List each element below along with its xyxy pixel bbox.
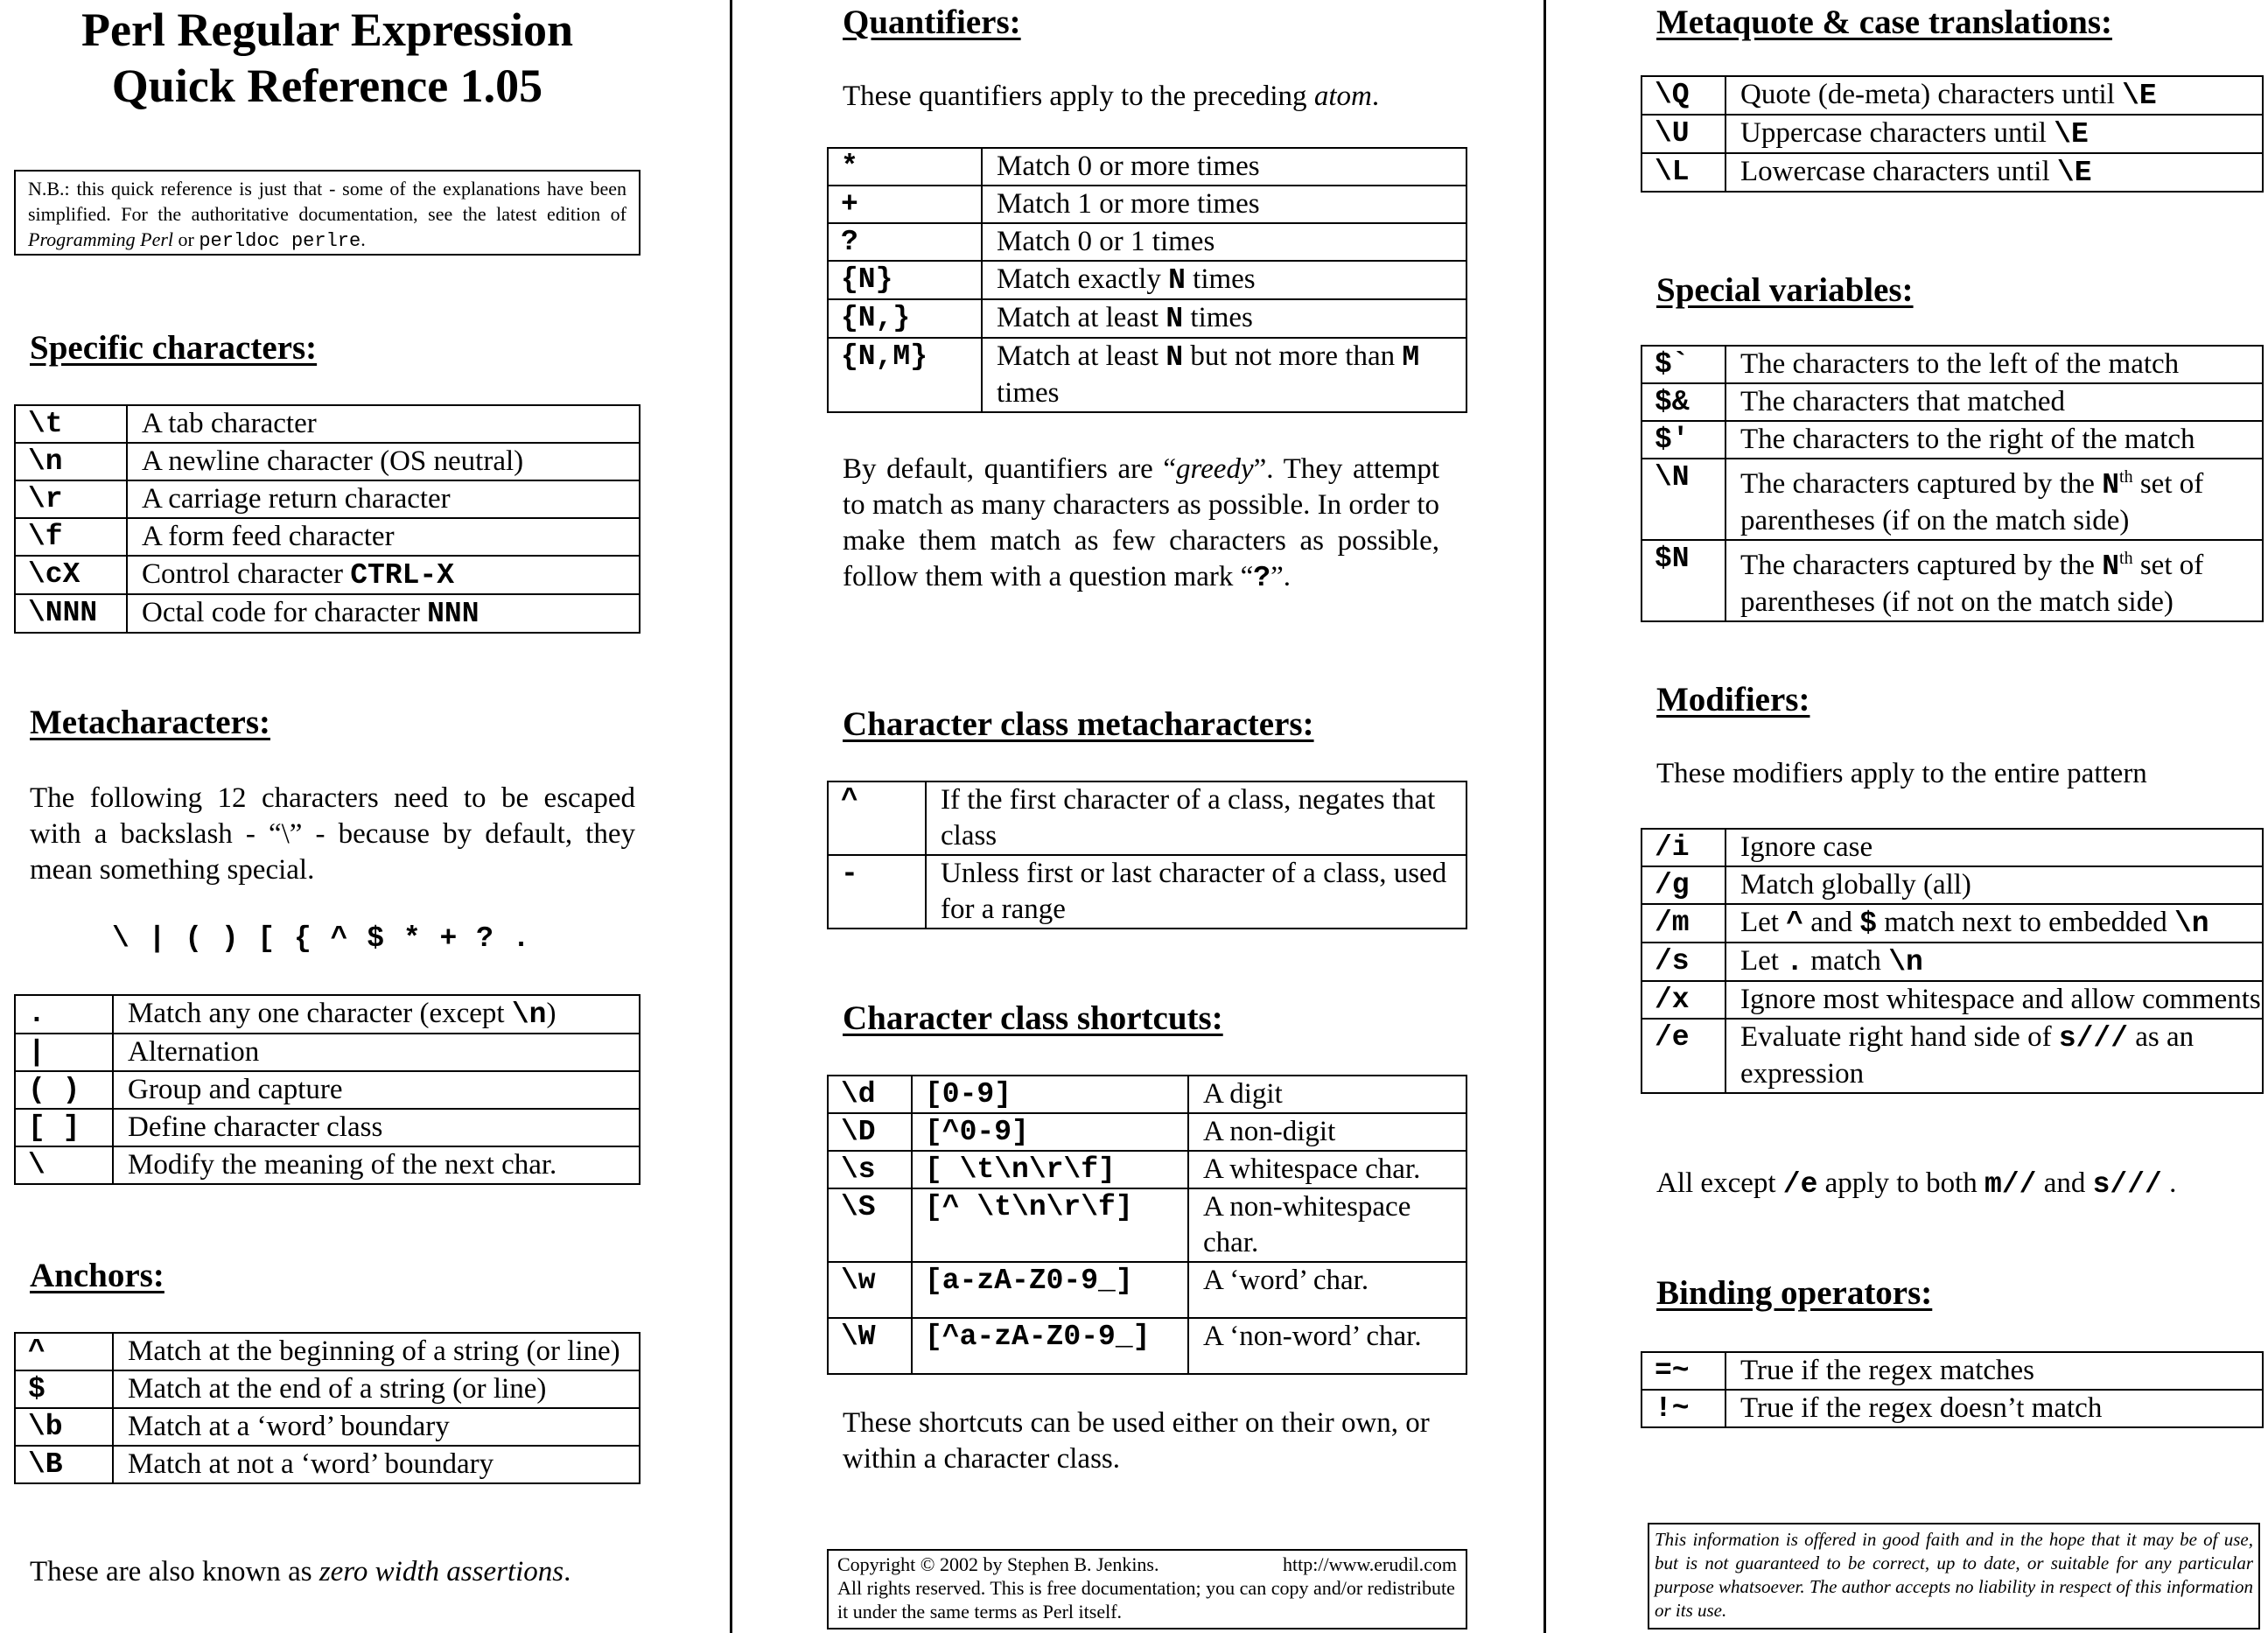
ccshort-table [827,1075,1467,1375]
specific-heading: Specific characters: [30,329,318,367]
binding-heading: Binding operators: [1656,1274,1933,1312]
table-row: \w [a-zA-Z0-9_] A ‘word’ char. [828,1262,1466,1318]
column-divider-right [1544,0,1546,1633]
table-row: ? Match 0 or 1 times [828,223,1466,261]
table-row: \n A newline character (OS neutral) [15,443,640,480]
anchors-heading: Anchors: [30,1257,164,1294]
table-row: {N,M} Match at least N but not more than M times [828,338,1466,412]
special-table [1641,345,2264,622]
note-box: N.B.: this quick reference is just that - some of the explanations have been simplified. For the authoritative documentation, see the latest edition of Programming Perl or perldoc perlre. [14,170,640,256]
table-row: \b Match at a ‘word’ boundary [15,1408,640,1446]
table-row: . Match any one character (except \n) [15,995,640,1034]
table-row: $` The characters to the left of the match [1642,346,2263,383]
page-title: Perl Regular Expression Quick Reference 1.05 [81,4,573,112]
table-row: /g Match globally (all) [1642,866,2263,904]
table-row: /s Let . match \n [1642,943,2263,981]
modifiers-footer: All except /e apply to both m// and s/// . [1656,1167,2177,1201]
table-row: $N The characters captured by the $N^{th}$ set of parentheses (if not on the match side) [1642,540,2263,621]
anchors-table [14,1332,640,1484]
table-row: \f A form feed character [15,518,640,556]
quant-heading: Quantifiers: [843,4,1021,41]
table-row: ^ If the first character of a class, negates that class [828,781,1466,855]
table-row: \N The characters captured by the $N^{th}$ set of parentheses (if on the match side) [1642,459,2263,540]
table-row: \t A tab character [15,405,640,443]
table-row: /m Let ^ and $ match next to embedded \n [1642,904,2263,943]
meta-table [14,994,640,1185]
anchors-footer: These are also known as zero width assertions. [30,1556,571,1587]
column-1 [14,0,640,1633]
binding-table [1641,1351,2264,1428]
ccshort-heading: Character class shortcuts: [843,999,1223,1037]
modifiers-heading: Modifiers: [1656,681,1810,718]
table-row: \L Lowercase characters until \E [1642,153,2263,192]
metaquote-table [1641,75,2264,193]
table-row: \ Modify the meaning of the next char. [15,1146,640,1184]
quant-table [827,147,1467,413]
table-row: \cX Control character CTRL-X [15,556,640,594]
table-row: \s [ \t\n\r\f] A whitespace char. [828,1151,1466,1188]
disclaimer-box: This information is offered in good faith and in the hope that it may be of use, but is not guaranteed to be correct, up to date, or suitable for any particular purpose whatsoever. The author accepts no liability in respect of this information or its use. [1648,1523,2260,1629]
table-row: $ Match at the end of a string (or line) [15,1370,640,1408]
special-heading: Special variables: [1656,271,1914,309]
specific-table [14,404,640,634]
table-row: /i Ignore case [1642,829,2263,866]
table-row: \U Uppercase characters until \E [1642,115,2263,153]
table-row: $& The characters that matched [1642,383,2263,421]
ccmeta-heading: Character class metacharacters: [843,705,1314,743]
table-row: {N,} Match at least N times [828,299,1466,338]
column-divider-left [730,0,732,1633]
table-row: \B Match at not a ‘word’ boundary [15,1446,640,1483]
quant-intro: These quantifiers apply to the preceding atom. [843,81,1380,112]
table-row: =~ True if the regex matches [1642,1352,2263,1390]
table-row: \D [^0-9] A non-digit [828,1113,1466,1151]
ccmeta-table [827,781,1467,929]
metaquote-heading: Metaquote & case translations: [1656,4,2112,41]
table-row: !~ True if the regex doesn’t match [1642,1390,2263,1427]
copyright-box: Copyright © 2002 by Stephen B. Jenkins. http://www.erudil.com All rights reserved. This is free documentation; you can copy and/or redistribute it under the same terms as Perl itself. [827,1549,1467,1629]
table-row: [ ] Define character class [15,1109,640,1146]
table-row: ( ) Group and capture [15,1071,640,1109]
column-2 [827,0,1467,1633]
meta-heading: Metacharacters: [30,704,270,741]
table-row: /x Ignore most whitespace and allow comments [1642,981,2263,1019]
table-row: /e Evaluate right hand side of s/// as an expression [1642,1019,2263,1093]
table-row: ^ Match at the beginning of a string (or line) [15,1333,640,1370]
meta-intro: The following 12 characters need to be escaped with a backslash - “\” - because by default, they mean something special. [30,782,635,886]
quant-greedy: By default, quantifiers are “greedy”. They attempt to match as many characters as possible. In order to make them match as few characters as possible, follow them with a question mark “?”. [843,453,1439,594]
table-row: \d [0-9] A digit [828,1076,1466,1113]
table-row: * Match 0 or more times [828,148,1466,186]
table-row: \S [^ \t\n\r\f] A non-whitespace char. [828,1188,1466,1262]
modifiers-intro: These modifiers apply to the entire pattern [1656,758,2147,789]
table-row: {N} Match exactly N times [828,261,1466,299]
table-row: | Alternation [15,1034,640,1071]
table-row: \r A carriage return character [15,480,640,518]
table-row: \W [^a-zA-Z0-9_] A ‘non-word’ char. [828,1318,1466,1374]
table-row: $' The characters to the right of the match [1642,421,2263,459]
meta-chars: \ | ( ) [ { ^ $ * + ? . [112,922,531,955]
modifiers-table [1641,828,2264,1094]
table-row: \Q Quote (de-meta) characters until \E [1642,76,2263,115]
table-row: \NNN Octal code for character NNN [15,594,640,633]
table-row: - Unless first or last character of a class, used for a range [828,855,1466,929]
column-3 [1641,0,2264,1633]
table-row: + Match 1 or more times [828,186,1466,223]
ccshort-footer: These shortcuts can be used either on their own, or within a character class. [843,1407,1430,1475]
